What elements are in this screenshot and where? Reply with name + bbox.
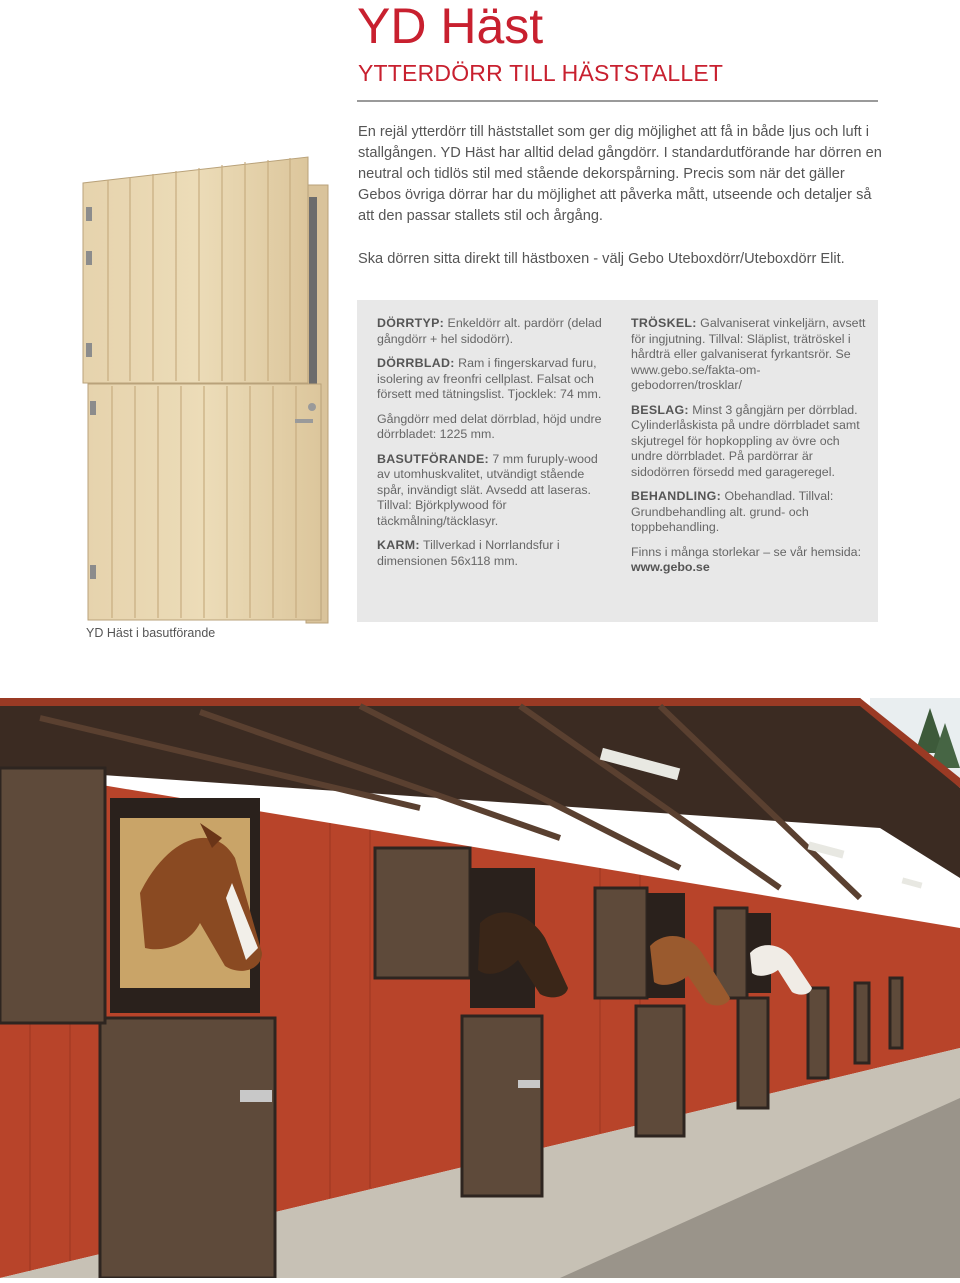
- spec-label: KARM:: [377, 538, 420, 552]
- door-image-caption: YD Häst i basutförande: [86, 626, 216, 640]
- spec-label: DÖRRBLAD:: [377, 356, 455, 370]
- website-link[interactable]: www.gebo.se: [631, 560, 710, 574]
- spec-text: Minst 3 gångjärn per dörrblad. Cylinderlåskista på undre dörrbladet samt skjutregel för hopkoppling av övre och undre dörrbladet. På pardörrar är sidodörren försedd med garageregel.: [631, 402, 860, 479]
- spec-label: TRÖSKEL:: [631, 316, 697, 330]
- title-divider: [357, 100, 878, 102]
- spec-text: Enkeldörr alt. pardörr (delad gångdörr + hel sidodörr).: [377, 316, 602, 346]
- spec-text: 7 mm furuply-wood av utomhuskvalitet, utvändigt stående spår, invändigt slät. Avsedd att laseras. Tillval: Björkplywood för täckmålning/täcklasyr.: [377, 451, 598, 528]
- spec-text: Obehandlad. Tillval: Grundbehandling alt. grund- och toppbehandling.: [631, 489, 834, 534]
- stable-photo: [0, 698, 960, 1278]
- spec-label: DÖRRTYP:: [377, 316, 445, 330]
- spec-basutforande: [377, 452, 613, 530]
- spec-label: BEHANDLING:: [631, 489, 722, 503]
- spec-beslag: [631, 403, 867, 481]
- spec-karm: [377, 538, 613, 569]
- spec-column-left: [377, 316, 613, 578]
- spec-label: BASUTFÖRANDE:: [377, 451, 489, 466]
- intro-paragraph: En rejäl ytterdörr till häststallet som ger dig möjlighet att få in både ljus och luft i stallgången. YD Häst har alltid delad gångdörr. I standardutförande har dörren en neutral och tidlös stil med stående dekorspårning. Precis som när det gäller Gebos övriga dörrar har du möjlighet att påverka mått, utseende och detaljer så att den passar stallets stil och årgång.: [358, 124, 882, 224]
- spec-label: BESLAG:: [631, 402, 689, 417]
- spec-text: Ram i fingerskarvad furu, isolering av freonfri cellplast. Falsat och försett med tätningslist. Tjocklek: 74 mm.: [377, 356, 602, 401]
- spec-dorrtyp: [377, 316, 613, 347]
- spec-dorrblad: [377, 356, 613, 403]
- spec-gangdorr: Gångdörr med delat dörrblad, höjd undre dörrbladet: 1225 mm.: [377, 411, 602, 441]
- page-subtitle: YTTERDÖRR TILL HÄSTSTALLET: [358, 60, 724, 86]
- spec-text: Finns i många storlekar – se vår hemsida:: [631, 544, 862, 559]
- spec-troskel: [631, 316, 867, 394]
- page-title: YD Häst: [357, 0, 544, 54]
- spec-column-right: [631, 316, 867, 585]
- stable-illustration: [0, 698, 960, 1278]
- spec-behandling: [631, 489, 867, 536]
- spec-panel: [357, 300, 878, 622]
- spec-text: Tillverkad i Norrlandsfur i dimensionen 56x118 mm.: [377, 538, 560, 568]
- door-image: [80, 155, 335, 625]
- spec-text: Galvaniserat vinkeljärn, avsett för ingjutning. Tillval: Släplist, trätröskel i hårdträ eller galvaniserat fyrkantsrör. Se www.gebo.se/fakta-om-gebodorren/trosklar/: [631, 316, 866, 392]
- spec-finns: [631, 545, 867, 576]
- door-illustration: [80, 155, 335, 625]
- intro-recommendation: Ska dörren sitta direkt till hästboxen - välj Gebo Uteboxdörr/Uteboxdörr Elit.: [358, 251, 845, 267]
